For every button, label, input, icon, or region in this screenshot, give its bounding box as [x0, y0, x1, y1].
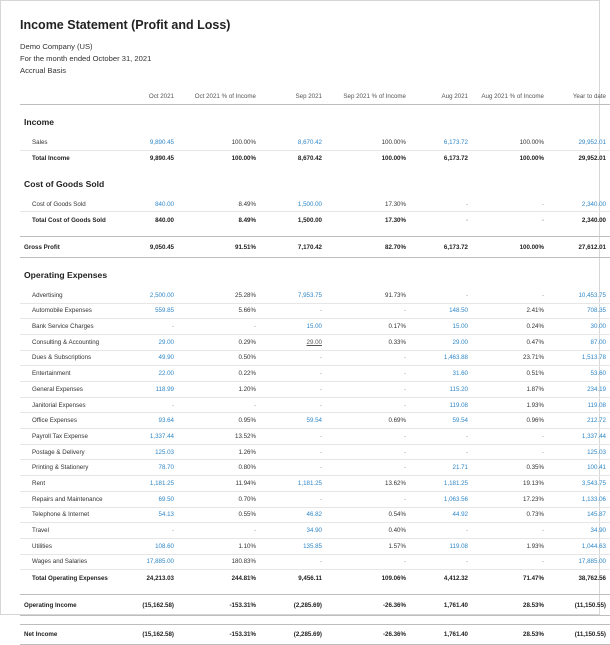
account-name: Sales	[20, 135, 118, 150]
cell-oct[interactable]: 840.00	[118, 197, 178, 212]
cell-aug-pct: 1.87%	[472, 382, 548, 398]
cell-aug-pct: -	[472, 197, 548, 212]
cell-ytd: 2,340.00	[581, 216, 606, 224]
cell-sep[interactable]: 1,500.00	[260, 197, 326, 212]
cell-aug-pct: -	[472, 523, 548, 539]
cell-oct-pct: 1.10%	[178, 538, 260, 554]
cell-ytd: 38,762.56	[578, 574, 606, 582]
column-header-sep: Sep 2021	[260, 88, 326, 105]
statement-body	[20, 105, 610, 645]
cell-sep-pct: 0.33%	[326, 334, 410, 350]
cell-ytd: (11,150.55)	[548, 624, 610, 645]
cell-ytd: 29,952.01	[578, 155, 606, 163]
cell-aug-pct: 28.53%	[472, 624, 548, 645]
cell-sep[interactable]: 59.54	[260, 413, 326, 429]
cell-aug: 6,173.72	[443, 155, 468, 163]
cell-sep: -	[260, 460, 326, 476]
cell-aug-pct: -	[472, 288, 548, 303]
cell-aug-pct: 100.00%	[472, 135, 548, 150]
report-title: Income Statement (Profit and Loss)	[20, 18, 231, 32]
cell-oct-pct: 0.50%	[178, 350, 260, 366]
cogs-section-heading	[20, 167, 610, 197]
cell-ytd[interactable]: 1,337.44	[548, 429, 610, 445]
cell-oct-pct: 100.00%	[231, 155, 256, 163]
column-header-account	[20, 88, 118, 105]
table-row	[20, 538, 610, 554]
cell-oct: 840.00	[155, 216, 174, 224]
column-header-row	[20, 88, 610, 105]
operating-expenses-section-heading	[20, 257, 610, 288]
cell-sep[interactable]: 46.82	[260, 507, 326, 523]
cell-oct-pct: 11.94%	[178, 476, 260, 492]
cell-sep: (2,285.69)	[260, 624, 326, 645]
cell-aug-pct: 1.93%	[472, 397, 548, 413]
cell-sep: 8,670.42	[297, 155, 322, 163]
cell-sep[interactable]: 15.00	[260, 319, 326, 335]
account-name: Office Expenses	[20, 413, 118, 429]
cell-aug-pct: 100.00%	[519, 155, 544, 163]
cell-sep-pct: 1.57%	[326, 538, 410, 554]
cell-ytd: (11,150.55)	[548, 595, 610, 616]
column-header-aug: Aug 2021	[410, 88, 472, 105]
cell-oct[interactable]: 93.64	[118, 413, 178, 429]
cell-sep-pct: 82.70%	[326, 237, 410, 258]
total-cogs-row	[20, 212, 610, 229]
cell-sep: -	[260, 429, 326, 445]
cell-ytd[interactable]: 53.60	[548, 366, 610, 382]
cell-sep-pct: -	[326, 554, 410, 570]
cell-oct: -	[118, 523, 178, 539]
cell-sep[interactable]: 8,670.42	[260, 135, 326, 150]
table-row	[20, 366, 610, 382]
cell-ytd[interactable]: 1,513.78	[548, 350, 610, 366]
cell-aug-pct: 0.35%	[472, 460, 548, 476]
cell-aug[interactable]: 1,181.25	[410, 476, 472, 492]
cell-sep-pct: 0.40%	[326, 523, 410, 539]
cell-ytd[interactable]: 87.00	[548, 334, 610, 350]
account-name: Automobile Expenses	[20, 303, 118, 319]
amount-link[interactable]: 29.00	[306, 338, 322, 346]
account-name: Dues & Subscriptions	[20, 350, 118, 366]
account-name: Utilities	[20, 538, 118, 554]
cell-ytd: 27,612.01	[548, 237, 610, 258]
cell-oct-pct: 1.20%	[178, 382, 260, 398]
spacer-row	[20, 228, 610, 237]
cell-oct: 9,050.45	[118, 237, 178, 258]
cell-ytd[interactable]: 29,952.01	[548, 135, 610, 150]
cell-ytd[interactable]: 100.41	[548, 460, 610, 476]
table-row	[20, 135, 610, 150]
total-operating-expenses-row-label: Total Operating Expenses	[32, 574, 108, 582]
cell-oct: (15,162.58)	[118, 624, 178, 645]
cell-ytd[interactable]: 17,885.00	[548, 554, 610, 570]
cell-aug[interactable]: 31.60	[410, 366, 472, 382]
cell-sep: 1,500.00	[297, 216, 322, 224]
cell-oct[interactable]: 29.00	[118, 334, 178, 350]
cell-oct: -	[118, 397, 178, 413]
cell-oct-pct: 244.81%	[231, 574, 256, 582]
cell-oct-pct: -153.31%	[178, 624, 260, 645]
cell-sep-pct: -	[326, 397, 410, 413]
cell-aug[interactable]: 115.20	[410, 382, 472, 398]
cell-oct[interactable]: 125.03	[118, 444, 178, 460]
table-row	[20, 491, 610, 507]
table-row	[20, 319, 610, 335]
table-row	[20, 397, 610, 413]
cell-sep: 7,170.42	[260, 237, 326, 258]
cell-sep-pct: 0.54%	[326, 507, 410, 523]
cell-ytd[interactable]: 212.72	[548, 413, 610, 429]
cell-aug-pct: 0.47%	[472, 334, 548, 350]
table-row	[20, 554, 610, 570]
cell-oct[interactable]: 2,500.00	[118, 288, 178, 303]
cell-oct-pct: 8.49%	[238, 216, 256, 224]
account-name: Wages and Salaries	[20, 554, 118, 570]
cell-aug-pct: -	[472, 554, 548, 570]
cell-oct-pct: -153.31%	[178, 595, 260, 616]
spacer-cell	[20, 228, 610, 237]
cell-oct-pct: 0.55%	[178, 507, 260, 523]
report-basis: Accrual Basis	[20, 66, 67, 75]
cell-oct: (15,162.58)	[118, 595, 178, 616]
cell-sep: -	[260, 491, 326, 507]
cell-ytd[interactable]: 3,543.75	[548, 476, 610, 492]
table-row	[20, 460, 610, 476]
account-name: Payroll Tax Expense	[20, 429, 118, 445]
cell-oct-pct: 0.70%	[178, 491, 260, 507]
cell-oct[interactable]: 1,181.25	[118, 476, 178, 492]
cell-ytd[interactable]: 2,340.00	[548, 197, 610, 212]
table-row	[20, 334, 610, 350]
cell-oct-pct: -	[178, 397, 260, 413]
cell-sep: -	[260, 350, 326, 366]
cell-aug-pct: 71.47%	[523, 574, 544, 582]
cell-oct-pct: -	[178, 319, 260, 335]
company-name: Demo Company (US)	[20, 42, 93, 51]
cell-oct: 9,890.45	[149, 155, 174, 163]
income-section-heading	[20, 105, 610, 136]
cell-aug[interactable]: 29.00	[410, 334, 472, 350]
operating-income-row-label: Operating Income	[20, 595, 118, 616]
cell-aug[interactable]: 119.08	[410, 397, 472, 413]
column-header-ytd: Year to date	[548, 88, 610, 105]
gross-profit-row-label: Gross Profit	[20, 237, 118, 258]
account-name: Consulting & Accounting	[20, 334, 118, 350]
cell-aug-pct: 19.13%	[472, 476, 548, 492]
total-income-row	[20, 150, 610, 167]
cell-aug-pct: 0.96%	[472, 413, 548, 429]
gross-profit-row	[20, 237, 610, 258]
cell-sep: -	[260, 444, 326, 460]
cell-aug: -	[465, 216, 468, 224]
account-name: Rent	[20, 476, 118, 492]
cell-oct[interactable]: 559.85	[118, 303, 178, 319]
table-row	[20, 444, 610, 460]
cell-aug-pct: 0.24%	[472, 319, 548, 335]
table-row	[20, 523, 610, 539]
cell-oct-pct: 180.83%	[178, 554, 260, 570]
income-statement-table	[20, 88, 610, 645]
table-row	[20, 476, 610, 492]
cell-ytd[interactable]: 1,133.06	[548, 491, 610, 507]
cell-oct[interactable]: 78.70	[118, 460, 178, 476]
cell-sep[interactable]: 34.90	[260, 523, 326, 539]
cell-aug: -	[410, 429, 472, 445]
cell-sep: -	[260, 554, 326, 570]
table-row	[20, 197, 610, 212]
cell-aug: 1,761.40	[410, 595, 472, 616]
column-header-aug-pct: Aug 2021 % of Income	[472, 88, 548, 105]
cell-sep-pct: -	[326, 460, 410, 476]
cell-ytd[interactable]: 34.90	[548, 523, 610, 539]
spacer-row	[20, 586, 610, 595]
account-name: Printing & Stationery	[20, 460, 118, 476]
net-income-row	[20, 624, 610, 645]
cell-aug-pct: 0.51%	[472, 366, 548, 382]
cell-sep-pct: 0.17%	[326, 319, 410, 335]
cell-oct: -	[118, 319, 178, 335]
cell-sep-pct: -	[326, 491, 410, 507]
cell-aug-pct: 17.23%	[472, 491, 548, 507]
cell-oct-pct: 5.66%	[178, 303, 260, 319]
cell-oct[interactable]: 49.90	[118, 350, 178, 366]
cell-oct[interactable]: 108.60	[118, 538, 178, 554]
cell-aug-pct: 23.71%	[472, 350, 548, 366]
report-period: For the month ended October 31, 2021	[20, 54, 152, 63]
cell-sep-pct: -	[326, 366, 410, 382]
cell-ytd[interactable]: 1,044.63	[548, 538, 610, 554]
cell-aug: 4,412.32	[443, 574, 468, 582]
cell-oct: 24,213.03	[146, 574, 174, 582]
total-income-row-label: Total Income	[32, 155, 70, 163]
cell-sep-pct: -	[326, 350, 410, 366]
account-name: Repairs and Maintenance	[20, 491, 118, 507]
account-name: Telephone & Internet	[20, 507, 118, 523]
table-row	[20, 429, 610, 445]
cell-aug[interactable]: 1,463.88	[410, 350, 472, 366]
cell-sep[interactable]: 7,953.75	[260, 288, 326, 303]
cell-sep: 9,456.11	[298, 574, 322, 582]
operating-income-row	[20, 595, 610, 616]
spacer-cell	[20, 586, 610, 595]
cell-sep-pct: 0.69%	[326, 413, 410, 429]
cell-sep: -	[260, 397, 326, 413]
cell-oct-pct: 13.52%	[178, 429, 260, 445]
account-name: Postage & Delivery	[20, 444, 118, 460]
account-name: General Expenses	[20, 382, 118, 398]
cell-aug: -	[410, 288, 472, 303]
cell-aug[interactable]: 148.50	[410, 303, 472, 319]
section-title: Cost of Goods Sold	[24, 178, 105, 189]
cell-sep: (2,285.69)	[260, 595, 326, 616]
cell-sep-pct: -	[326, 444, 410, 460]
cell-oct-pct: -	[178, 523, 260, 539]
table-row	[20, 413, 610, 429]
cell-sep-pct: -	[326, 382, 410, 398]
spacer-row	[20, 615, 610, 624]
table-row	[20, 288, 610, 303]
cell-sep-pct: 13.62%	[326, 476, 410, 492]
cell-sep: -	[260, 382, 326, 398]
cell-ytd[interactable]: 708.35	[548, 303, 610, 319]
section-title: Operating Expenses	[24, 269, 108, 280]
cell-oct-pct: 25.28%	[178, 288, 260, 303]
cell-ytd[interactable]: 30.00	[548, 319, 610, 335]
cell-ytd[interactable]: 145.87	[548, 507, 610, 523]
cell-oct[interactable]: 1,337.44	[118, 429, 178, 445]
cell-oct-pct: 0.95%	[178, 413, 260, 429]
cell-aug-pct: 2.41%	[472, 303, 548, 319]
table-row	[20, 350, 610, 366]
column-header-oct: Oct 2021	[118, 88, 178, 105]
cell-oct[interactable]: 69.50	[118, 491, 178, 507]
cell-oct[interactable]: 54.13	[118, 507, 178, 523]
cell-sep[interactable]: 135.85	[260, 538, 326, 554]
cell-aug: -	[410, 444, 472, 460]
net-income-row-label: Net Income	[20, 624, 118, 645]
cell-aug-pct: 28.53%	[472, 595, 548, 616]
cell-aug-pct: -	[472, 429, 548, 445]
cell-aug: -	[410, 523, 472, 539]
total-cogs-row-label: Total Cost of Goods Sold	[32, 216, 106, 224]
column-header-oct-pct: Oct 2021 % of Income	[178, 88, 260, 105]
cell-ytd[interactable]: 234.19	[548, 382, 610, 398]
table-row	[20, 303, 610, 319]
cell-aug[interactable]: 1,063.56	[410, 491, 472, 507]
account-name: Cost of Goods Sold	[20, 197, 118, 212]
cell-aug: 6,173.72	[410, 237, 472, 258]
cell-aug-pct: -	[541, 216, 544, 224]
cell-ytd[interactable]: 10,453.75	[548, 288, 610, 303]
cell-aug[interactable]: 6,173.72	[410, 135, 472, 150]
cell-aug-pct: -	[472, 444, 548, 460]
account-name: Travel	[20, 523, 118, 539]
account-name: Advertising	[20, 288, 118, 303]
cell-aug-pct: 100.00%	[472, 237, 548, 258]
cell-aug: -	[410, 197, 472, 212]
cell-oct-pct: 91.51%	[178, 237, 260, 258]
cell-sep: -	[260, 303, 326, 319]
cell-oct[interactable]: 9,890.45	[118, 135, 178, 150]
account-name: Bank Service Charges	[20, 319, 118, 335]
cell-oct[interactable]: 22.00	[118, 366, 178, 382]
cell-oct-pct: 0.22%	[178, 366, 260, 382]
cell-sep: -	[260, 366, 326, 382]
spacer-cell	[20, 615, 610, 624]
cell-aug: 1,761.40	[410, 624, 472, 645]
cell-oct-pct: 1.26%	[178, 444, 260, 460]
cell-sep-pct: -26.36%	[326, 624, 410, 645]
account-name: Janitorial Expenses	[20, 397, 118, 413]
cell-oct[interactable]: 118.99	[118, 382, 178, 398]
cell-oct-pct: 0.29%	[178, 334, 260, 350]
table-row	[20, 507, 610, 523]
cell-ytd[interactable]: 119.08	[548, 397, 610, 413]
cell-sep-pct: 91.73%	[326, 288, 410, 303]
cell-sep-pct: 109.06%	[381, 574, 406, 582]
cell-oct-pct: 0.80%	[178, 460, 260, 476]
cell-sep-pct: -	[326, 429, 410, 445]
cell-sep-pct: -26.36%	[326, 595, 410, 616]
cell-aug: -	[410, 554, 472, 570]
cell-aug-pct: 0.73%	[472, 507, 548, 523]
cell-oct[interactable]: 17,885.00	[118, 554, 178, 570]
cell-aug[interactable]: 44.92	[410, 507, 472, 523]
cell-sep-pct: 17.30%	[326, 197, 410, 212]
cell-sep-pct: 100.00%	[326, 135, 410, 150]
table-row	[20, 382, 610, 398]
account-name: Entertainment	[20, 366, 118, 382]
cell-sep-pct: 17.30%	[385, 216, 406, 224]
cell-sep[interactable]: 1,181.25	[260, 476, 326, 492]
total-operating-expenses-row	[20, 570, 610, 587]
cell-aug[interactable]: 119.08	[410, 538, 472, 554]
section-title: Income	[24, 117, 55, 127]
cell-aug[interactable]: 21.71	[410, 460, 472, 476]
cell-oct-pct: 8.49%	[178, 197, 260, 212]
cell-sep-pct: 100.00%	[381, 155, 406, 163]
cell-aug-pct: 1.93%	[472, 538, 548, 554]
cell-ytd[interactable]: 125.03	[548, 444, 610, 460]
cell-sep-pct: -	[326, 303, 410, 319]
cell-sep[interactable]	[260, 334, 326, 350]
cell-oct-pct: 100.00%	[178, 135, 260, 150]
cell-aug[interactable]: 15.00	[410, 319, 472, 335]
column-header-sep-pct: Sep 2021 % of Income	[326, 88, 410, 105]
cell-aug[interactable]: 59.54	[410, 413, 472, 429]
